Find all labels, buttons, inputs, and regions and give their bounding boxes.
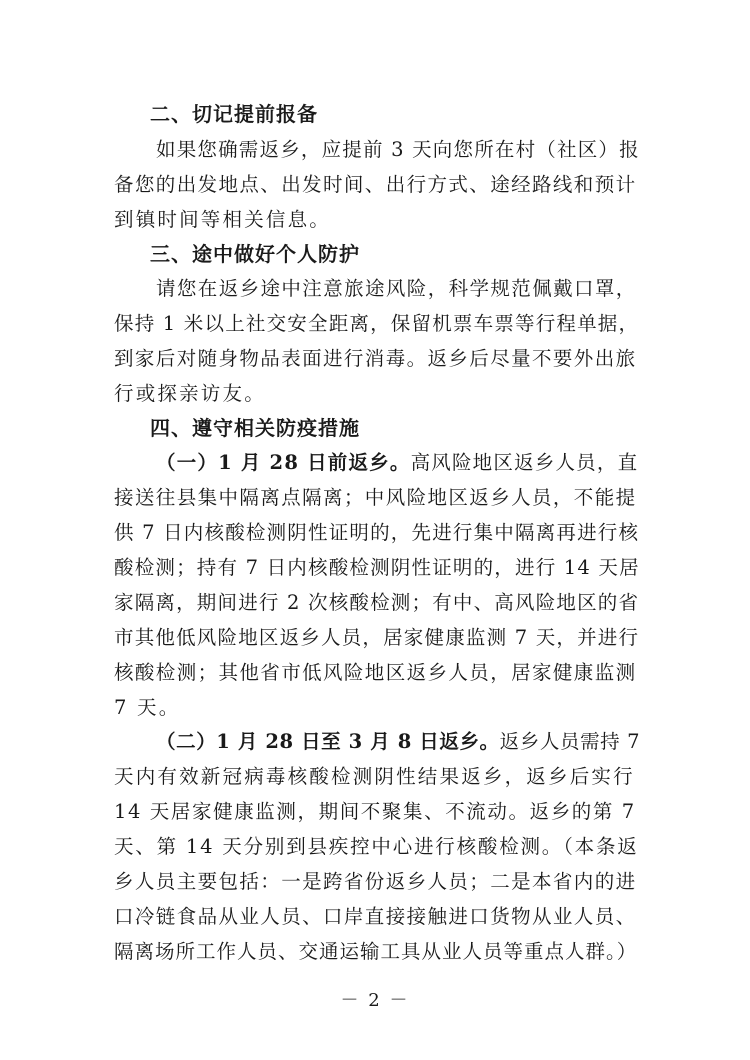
section-heading-4: 四、遵守相关防疫措施 (150, 416, 360, 440)
paragraph-line: 核酸检测；其他省市低风险地区返乡人员，居家健康监测 (114, 661, 637, 684)
page-number: － 2 － (340, 990, 410, 1011)
paragraph-line: 请您在返乡途中注意旅途风险，科学规范佩戴口罩， (156, 277, 637, 300)
paragraph-line: 家隔离，期间进行 2 次核酸检测；有中、高风险地区的省 (114, 591, 640, 614)
paragraph-line: 到家后对随身物品表面进行消毒。返乡后尽量不要外出旅 (114, 347, 637, 370)
paragraph-line: 市其他低风险地区返乡人员，居家健康监测 7 天，并进行 (114, 626, 640, 649)
paragraph-line: 接送往县集中隔离点隔离；中风险地区返乡人员，不能提 (114, 486, 637, 509)
item-1-first-rest: 高风险地区返乡人员，直 (410, 451, 639, 474)
paragraph-line: 口冷链食品从业人员、口岸直接接触进口货物从业人员、 (114, 905, 637, 928)
paragraph-line: 备您的出发地点、出发时间、出行方式、途经路线和预计 (114, 173, 637, 196)
section-heading-2: 二、切记提前报备 (150, 102, 318, 126)
paragraph-line: 14 天居家健康监测，期间不聚集、不流动。返乡的第 7 (114, 800, 636, 823)
paragraph-line: 隔离场所工作人员、交通运输工具从业人员等重点人群。） (114, 940, 638, 963)
paragraph-line: 供 7 日内核酸检测阴性证明的，先进行集中隔离再进行核 (114, 521, 640, 544)
item-2-first-rest: 返乡人员需持 7 (499, 730, 641, 753)
paragraph-line: 保持 1 米以上社交安全距离，保留机票车票等行程单据， (114, 312, 640, 335)
item-2-first-line (156, 726, 640, 754)
item-1-first-line (156, 447, 638, 475)
paragraph-line: 天、第 14 天分别到县疾控中心进行核酸检测。（本条返 (114, 835, 639, 858)
paragraph-line: 天内有效新冠病毒核酸检测阴性结果返乡，返乡后实行 (114, 765, 635, 788)
item-2-lead: （二）1 月 28 日至 3 月 8 日返乡。 (156, 730, 500, 753)
section-heading-3: 三、途中做好个人防护 (150, 242, 360, 266)
paragraph-line: 酸检测；持有 7 日内核酸检测阴性证明的，进行 14 天居 (114, 556, 640, 579)
item-1-lead: （一）1 月 28 日前返乡。 (156, 451, 411, 474)
paragraph-line: 行或探亲访友。 (114, 382, 266, 405)
paragraph-line: 到镇时间等相关信息。 (114, 208, 332, 231)
paragraph-line: 7 天。 (114, 696, 181, 719)
paragraph-line: 如果您确需返乡，应提前 3 天向您所在村（社区）报 (156, 138, 640, 161)
paragraph-line: 乡人员主要包括：一是跨省份返乡人员；二是本省内的进 (114, 870, 637, 893)
